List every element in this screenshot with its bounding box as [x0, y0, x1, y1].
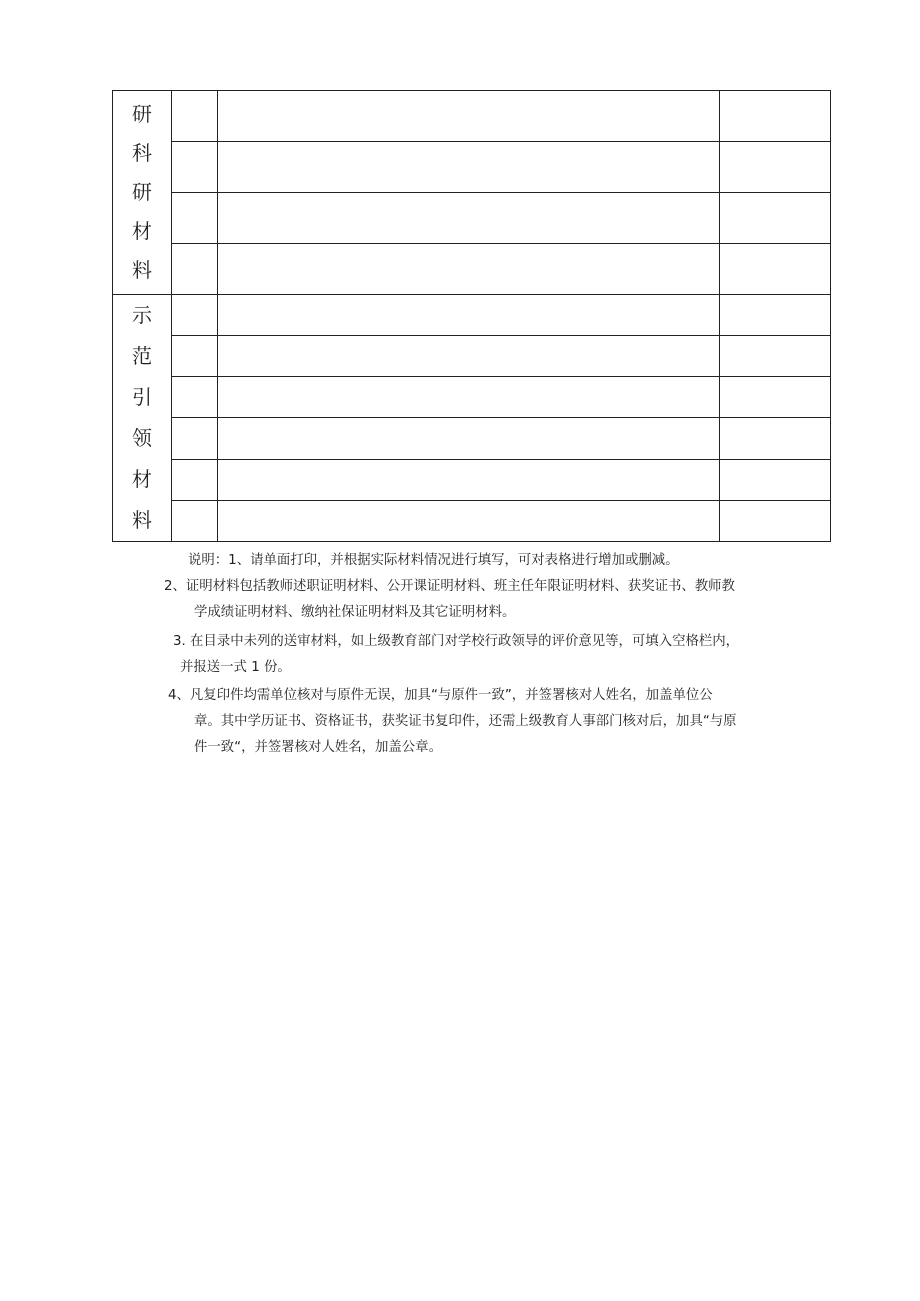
category-cell-research: [113, 91, 172, 295]
index-cell[interactable]: [172, 500, 218, 541]
remark-cell[interactable]: [720, 418, 831, 459]
remark-cell[interactable]: [720, 244, 831, 295]
remark-cell[interactable]: [720, 295, 831, 336]
category-char: 范: [132, 344, 152, 368]
index-cell[interactable]: [172, 336, 218, 377]
category-char: 引: [132, 385, 152, 409]
index-cell[interactable]: [172, 459, 218, 500]
materials-table: [112, 90, 831, 542]
category-char: 材: [132, 219, 152, 243]
note-line: 并报送一式 1 份。: [180, 660, 291, 675]
material-name-cell[interactable]: [218, 193, 720, 244]
category-char: 料: [132, 508, 152, 532]
index-cell[interactable]: [172, 377, 218, 418]
table-row: [113, 244, 831, 295]
table-row: [113, 91, 831, 142]
note-line: 学成绩证明材料、缴纳社保证明材料及其它证明材料。: [194, 605, 516, 620]
material-name-cell[interactable]: [218, 91, 720, 142]
index-cell[interactable]: [172, 142, 218, 193]
index-cell[interactable]: [172, 193, 218, 244]
note-line: 说明：1、请单面打印，并根据实际材料情况进行填写，可对表格进行增加或删减。: [188, 553, 679, 568]
category-char: 示: [132, 303, 152, 327]
remark-cell[interactable]: [720, 336, 831, 377]
index-cell[interactable]: [172, 91, 218, 142]
material-name-cell[interactable]: [218, 459, 720, 500]
note-line: 2、证明材料包括教师述职证明材料、公开课证明材料、班主任年限证明材料、获奖证书、教师教: [164, 579, 735, 594]
remark-cell[interactable]: [720, 91, 831, 142]
category-char: 研: [132, 102, 152, 126]
material-name-cell[interactable]: [218, 500, 720, 541]
table-row: [113, 142, 831, 193]
material-name-cell[interactable]: [218, 336, 720, 377]
remark-cell[interactable]: [720, 459, 831, 500]
category-char: 领: [132, 426, 152, 450]
table-row: [113, 459, 831, 500]
category-char: 科: [132, 141, 152, 165]
remark-cell[interactable]: [720, 500, 831, 541]
note-line: 章。其中学历证书、资格证书，获奖证书复印件，还需上级教育人事部门核对后，加具“与原: [194, 714, 737, 729]
index-cell[interactable]: [172, 418, 218, 459]
remark-cell[interactable]: [720, 193, 831, 244]
index-cell[interactable]: [172, 244, 218, 295]
category-cell-leadership: [113, 295, 172, 542]
table-row: [113, 295, 831, 336]
table-row: [113, 418, 831, 459]
material-name-cell[interactable]: [218, 377, 720, 418]
note-line: 4、凡复印件均需单位核对与原件无误，加具“与原件一致”，并签署核对人姓名，加盖单位公: [168, 688, 713, 703]
index-cell[interactable]: [172, 295, 218, 336]
note-line: 件一致“，并签署核对人姓名，加盖公章。: [194, 740, 442, 755]
table-row: [113, 193, 831, 244]
table-row: [113, 336, 831, 377]
category-char: 料: [132, 258, 152, 282]
note-line: 3. 在目录中未列的送审材料，如上级教育部门对学校行政领导的评价意见等，可填入空格栏内，: [173, 634, 740, 649]
material-name-cell[interactable]: [218, 244, 720, 295]
category-char: 研: [132, 180, 152, 204]
material-name-cell[interactable]: [218, 142, 720, 193]
material-name-cell[interactable]: [218, 295, 720, 336]
remark-cell[interactable]: [720, 377, 831, 418]
table-row: [113, 377, 831, 418]
category-char: 材: [132, 467, 152, 491]
remark-cell[interactable]: [720, 142, 831, 193]
table-row: [113, 500, 831, 541]
material-name-cell[interactable]: [218, 418, 720, 459]
